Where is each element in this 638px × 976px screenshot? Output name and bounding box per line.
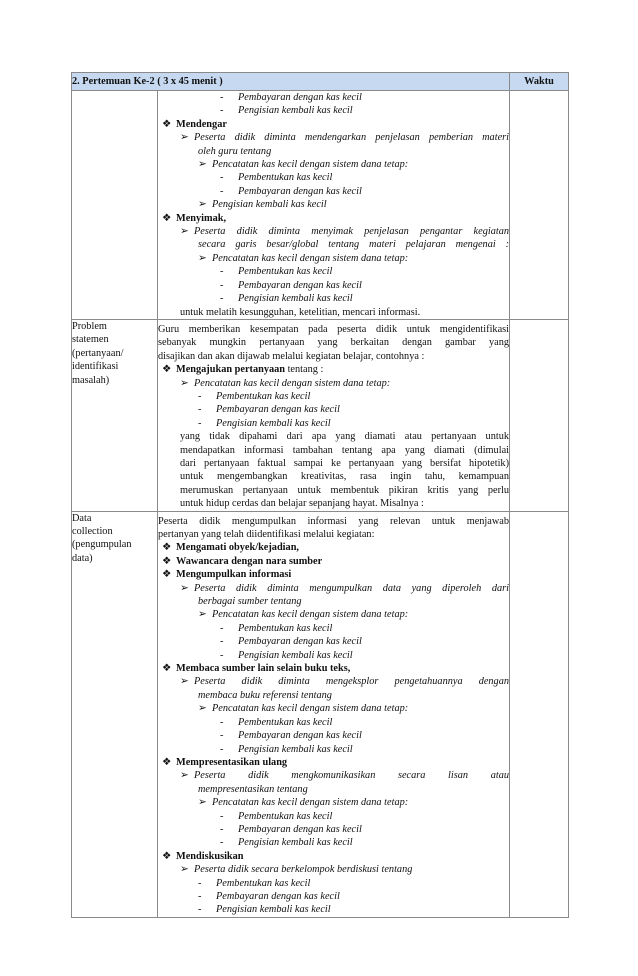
phase-label-line: (pengumpulan — [72, 539, 132, 551]
diamond-bullet-icon: ❖ — [162, 364, 172, 376]
list-item — [158, 279, 509, 292]
line-text: Pembentukan kas kecil — [238, 266, 333, 278]
list-item — [158, 823, 509, 836]
line-text: untuk melatih kesungguhan, ketelitian, mencari informasi. — [180, 306, 421, 318]
waktu-header: Waktu — [510, 73, 569, 91]
line-text: Pembayaran dengan kas kecil — [216, 404, 340, 416]
list-item — [158, 743, 509, 756]
phase-cell — [72, 91, 158, 320]
line-text: Peserta didik diminta mendengarkan penjelasan pemberian materi — [194, 132, 510, 144]
text-line — [158, 595, 509, 608]
sub-item — [158, 377, 509, 390]
phase-cell — [72, 511, 158, 917]
line-text: Pembentukan kas kecil — [238, 172, 333, 184]
line-text: sebanyak mungkin pertanyaan yang berkaitan dengan gambar yang — [158, 337, 510, 349]
text-line — [158, 484, 509, 497]
list-item — [158, 903, 509, 916]
sub-item — [158, 863, 509, 876]
dash-bullet-icon: - — [198, 877, 202, 889]
dash-bullet-icon: - — [220, 172, 224, 184]
arrow-bullet-icon: ➢ — [180, 864, 189, 876]
dash-bullet-icon: - — [198, 890, 202, 902]
phase-label-line: Data — [72, 512, 92, 524]
dash-bullet-icon: - — [198, 404, 202, 416]
diamond-bullet-icon: ❖ — [162, 569, 172, 581]
line-text: Pengisian kembali kas kecil — [212, 199, 327, 211]
text-line — [158, 323, 509, 336]
line-text: Pembayaran dengan kas kecil — [238, 823, 362, 835]
list-item — [158, 716, 509, 729]
text-line — [158, 444, 509, 457]
line-text: Pembayaran dengan kas kecil — [238, 279, 362, 291]
line-text: Pembentukan kas kecil — [216, 877, 311, 889]
time-cell — [510, 319, 569, 511]
line-text: berbagai sumber tentang — [198, 596, 302, 608]
dash-bullet-icon: - — [220, 105, 224, 117]
text-line — [158, 497, 509, 510]
arrow-bullet-icon: ➢ — [180, 377, 189, 389]
table-row — [72, 91, 569, 320]
line-text: disajikan dan akan dijawab melalui kegiatan belajar, contohnya : — [158, 350, 425, 362]
diamond-bullet-icon: ❖ — [162, 756, 172, 768]
text-line — [158, 783, 509, 796]
list-item — [158, 890, 509, 903]
list-item — [158, 810, 509, 823]
activity-item — [158, 662, 509, 675]
line-text: Pembayaran dengan kas kecil — [238, 185, 362, 197]
phase-label-line: Problem — [72, 320, 107, 332]
line-text: Pengisian kembali kas kecil — [238, 105, 353, 117]
phase-label-line: identifikasi — [72, 361, 119, 373]
diamond-bullet-icon: ❖ — [162, 850, 172, 862]
dash-bullet-icon: - — [220, 823, 224, 835]
arrow-bullet-icon: ➢ — [198, 609, 207, 621]
line-text: Pencatatan kas kecil dengan sistem dana tetap: — [212, 703, 409, 715]
activity-item — [158, 541, 509, 554]
dash-bullet-icon: - — [198, 390, 202, 402]
text-line — [158, 306, 509, 319]
line-text: Pengisian kembali kas kecil — [238, 743, 353, 755]
dash-bullet-icon: - — [220, 92, 224, 103]
text-line — [158, 145, 509, 158]
dash-bullet-icon: - — [198, 904, 202, 916]
dash-bullet-icon: - — [220, 185, 224, 197]
line-text: Pengisian kembali kas kecil — [216, 904, 331, 916]
arrow-bullet-icon: ➢ — [198, 797, 207, 809]
session-title: 2. Pertemuan Ke-2 ( 3 x 45 menit ) — [72, 73, 510, 91]
arrow-bullet-icon: ➢ — [180, 132, 189, 144]
dash-bullet-icon: - — [220, 279, 224, 291]
arrow-bullet-icon: ➢ — [198, 703, 207, 715]
diamond-bullet-icon: ❖ — [162, 542, 172, 554]
line-text: Peserta didik mengkomunikasikan secara lisan atau — [194, 770, 510, 782]
sub-item — [158, 225, 509, 238]
activity-item — [158, 568, 509, 581]
text-line — [158, 528, 509, 541]
arrow-bullet-icon: ➢ — [198, 159, 207, 171]
activity-item — [158, 555, 509, 568]
phase-label-line: (pertanyaan/ — [72, 347, 124, 359]
dash-bullet-icon: - — [220, 266, 224, 278]
phase-cell — [72, 319, 158, 511]
list-item — [158, 91, 509, 104]
line-text: Menyimak, — [176, 212, 227, 224]
list-item — [158, 171, 509, 184]
text-line — [158, 350, 509, 363]
list-item — [158, 622, 509, 635]
line-text: dari pertanyaan faktual sampai ke pertanyaan yang bersifat hipotetik) — [180, 457, 510, 469]
line-text: Wawancara dengan nara sumber — [176, 555, 323, 567]
sub-item — [158, 608, 509, 621]
line-text: Peserta didik diminta mengumpulkan data yang diperoleh dari — [194, 582, 510, 594]
line-text: Pembentukan kas kecil — [238, 622, 333, 634]
line-text: oleh guru tentang — [198, 145, 272, 157]
line-text: Pembayaran dengan kas kecil — [238, 92, 362, 103]
table-row — [72, 319, 569, 511]
time-cell — [510, 91, 569, 320]
list-item — [158, 185, 509, 198]
line-text: mendapatkan informasi tambahan tentang apa yang diamati (dimulai — [180, 444, 510, 456]
dash-bullet-icon: - — [220, 293, 224, 305]
list-item — [158, 729, 509, 742]
line-text: Pembayaran dengan kas kecil — [238, 636, 362, 648]
sub-item — [158, 582, 509, 595]
line-text: Pembentukan kas kecil — [238, 716, 333, 728]
text-line — [158, 430, 509, 443]
line-text: Guru memberikan kesempatan pada peserta didik untuk mengidentifikasi — [158, 323, 510, 335]
dash-bullet-icon: - — [220, 622, 224, 634]
time-cell — [510, 511, 569, 917]
line-text: yang tidak dipahami dari apa yang diamati atau pertanyaan untuk — [180, 431, 510, 443]
dash-bullet-icon: - — [220, 810, 224, 822]
line-text: Pembentukan kas kecil — [216, 390, 311, 402]
line-text: Mengamati obyek/kejadian, — [176, 542, 299, 554]
text-line — [158, 470, 509, 483]
line-text: Pencatatan kas kecil dengan sistem dana tetap: — [212, 797, 409, 809]
arrow-bullet-icon: ➢ — [180, 582, 189, 594]
line-text: pertanyan yang telah diidentifikasi melalui kegiatan: — [158, 529, 375, 540]
line-text: Peserta didik secara berkelompok berdiskusi tentang — [194, 864, 413, 876]
list-item — [158, 390, 509, 403]
sub-item — [158, 769, 509, 782]
text-line — [158, 336, 509, 349]
activity-item — [158, 363, 509, 376]
line-text: merumuskan pertanyaan untuk membentuk pikiran kritis yang perlu — [180, 484, 510, 496]
sub-item — [158, 702, 509, 715]
activity-item — [158, 212, 509, 225]
line-text: Membaca sumber lain selain buku teks, — [176, 663, 351, 675]
line-text: Mengumpulkan informasi — [176, 569, 292, 581]
dash-bullet-icon: - — [220, 730, 224, 742]
diamond-bullet-icon: ❖ — [162, 663, 172, 675]
arrow-bullet-icon: ➢ — [180, 770, 189, 782]
phase-label-line: data) — [72, 552, 93, 564]
text-line — [158, 515, 509, 528]
list-item — [158, 265, 509, 278]
line-text: untuk mengembangkan kreativitas, rasa ingin tahu, kemampuan — [180, 471, 510, 483]
lesson-plan-table — [71, 72, 569, 918]
list-item — [158, 635, 509, 648]
line-text: Pembayaran dengan kas kecil — [238, 730, 362, 742]
activity-item — [158, 850, 509, 863]
sub-item — [158, 675, 509, 688]
sub-item — [158, 252, 509, 265]
content-cell — [158, 319, 510, 511]
line-text: Pengisian kembali kas kecil — [238, 293, 353, 305]
content-cell — [158, 511, 510, 917]
line-text: Peserta didik diminta mengeksplor pengetahuannya dengan — [194, 676, 510, 688]
dash-bullet-icon: - — [220, 649, 224, 661]
line-text: Mendiskusikan — [176, 850, 244, 862]
dash-bullet-icon: - — [198, 417, 202, 429]
line-text: untuk hidup cerdas dan belajar sepanjang hayat. Misalnya : — [180, 498, 424, 510]
line-text: secara garis besar/global tentang materi pelajaran mengenai : — [198, 239, 510, 251]
line-text: Pengisian kembali kas kecil — [216, 417, 331, 429]
sub-item — [158, 158, 509, 171]
line-text: Mengajukan pertanyaan — [176, 364, 285, 376]
line-text: Pengisian kembali kas kecil — [238, 837, 353, 849]
diamond-bullet-icon: ❖ — [162, 555, 172, 567]
dash-bullet-icon: - — [220, 837, 224, 849]
sub-item — [158, 131, 509, 144]
arrow-bullet-icon: ➢ — [198, 252, 207, 264]
line-text: Mempresentasikan ulang — [176, 756, 288, 768]
list-item — [158, 877, 509, 890]
line-text: mempresentasikan tentang — [198, 783, 308, 795]
phase-label-line: masalah) — [72, 374, 110, 386]
line-text: Pencatatan kas kecil dengan sistem dana tetap: — [212, 609, 409, 621]
text-line — [158, 689, 509, 702]
line-text: Mendengar — [176, 118, 227, 130]
list-item — [158, 836, 509, 849]
activity-item — [158, 756, 509, 769]
line-text: Peserta didik mengumpulkan informasi yang relevan untuk menjawab — [158, 515, 510, 527]
line-text: Peserta didik diminta menyimak penjelasan pengantar kegiatan — [194, 226, 510, 238]
line-text: Pembayaran dengan kas kecil — [216, 890, 340, 902]
list-item — [158, 403, 509, 416]
dash-bullet-icon: - — [220, 743, 224, 755]
line-text: membaca buku referensi tentang — [198, 689, 332, 701]
dash-bullet-icon: - — [220, 636, 224, 648]
sub-item — [158, 198, 509, 211]
table-row — [72, 511, 569, 917]
line-text: Pembentukan kas kecil — [238, 810, 333, 822]
phase-label-line: statemen — [72, 334, 109, 346]
sub-item — [158, 796, 509, 809]
diamond-bullet-icon: ❖ — [162, 118, 172, 130]
text-line — [158, 457, 509, 470]
line-text: Pengisian kembali kas kecil — [238, 649, 353, 661]
list-item — [158, 292, 509, 305]
list-item — [158, 104, 509, 117]
arrow-bullet-icon: ➢ — [180, 676, 189, 688]
list-item — [158, 649, 509, 662]
arrow-bullet-icon: ➢ — [198, 199, 207, 211]
line-text-suffix: tentang : — [285, 364, 324, 376]
arrow-bullet-icon: ➢ — [180, 226, 189, 238]
activity-item — [158, 118, 509, 131]
table-header-row — [72, 73, 569, 91]
content-cell — [158, 91, 510, 320]
line-text: Pencatatan kas kecil dengan sistem dana tetap: — [194, 377, 391, 389]
line-text: Pencatatan kas kecil dengan sistem dana tetap: — [212, 159, 409, 171]
diamond-bullet-icon: ❖ — [162, 212, 172, 224]
phase-label-line: collection — [72, 526, 113, 537]
list-item — [158, 417, 509, 430]
text-line — [158, 238, 509, 251]
dash-bullet-icon: - — [220, 716, 224, 728]
line-text: Pencatatan kas kecil dengan sistem dana tetap: — [212, 252, 409, 264]
